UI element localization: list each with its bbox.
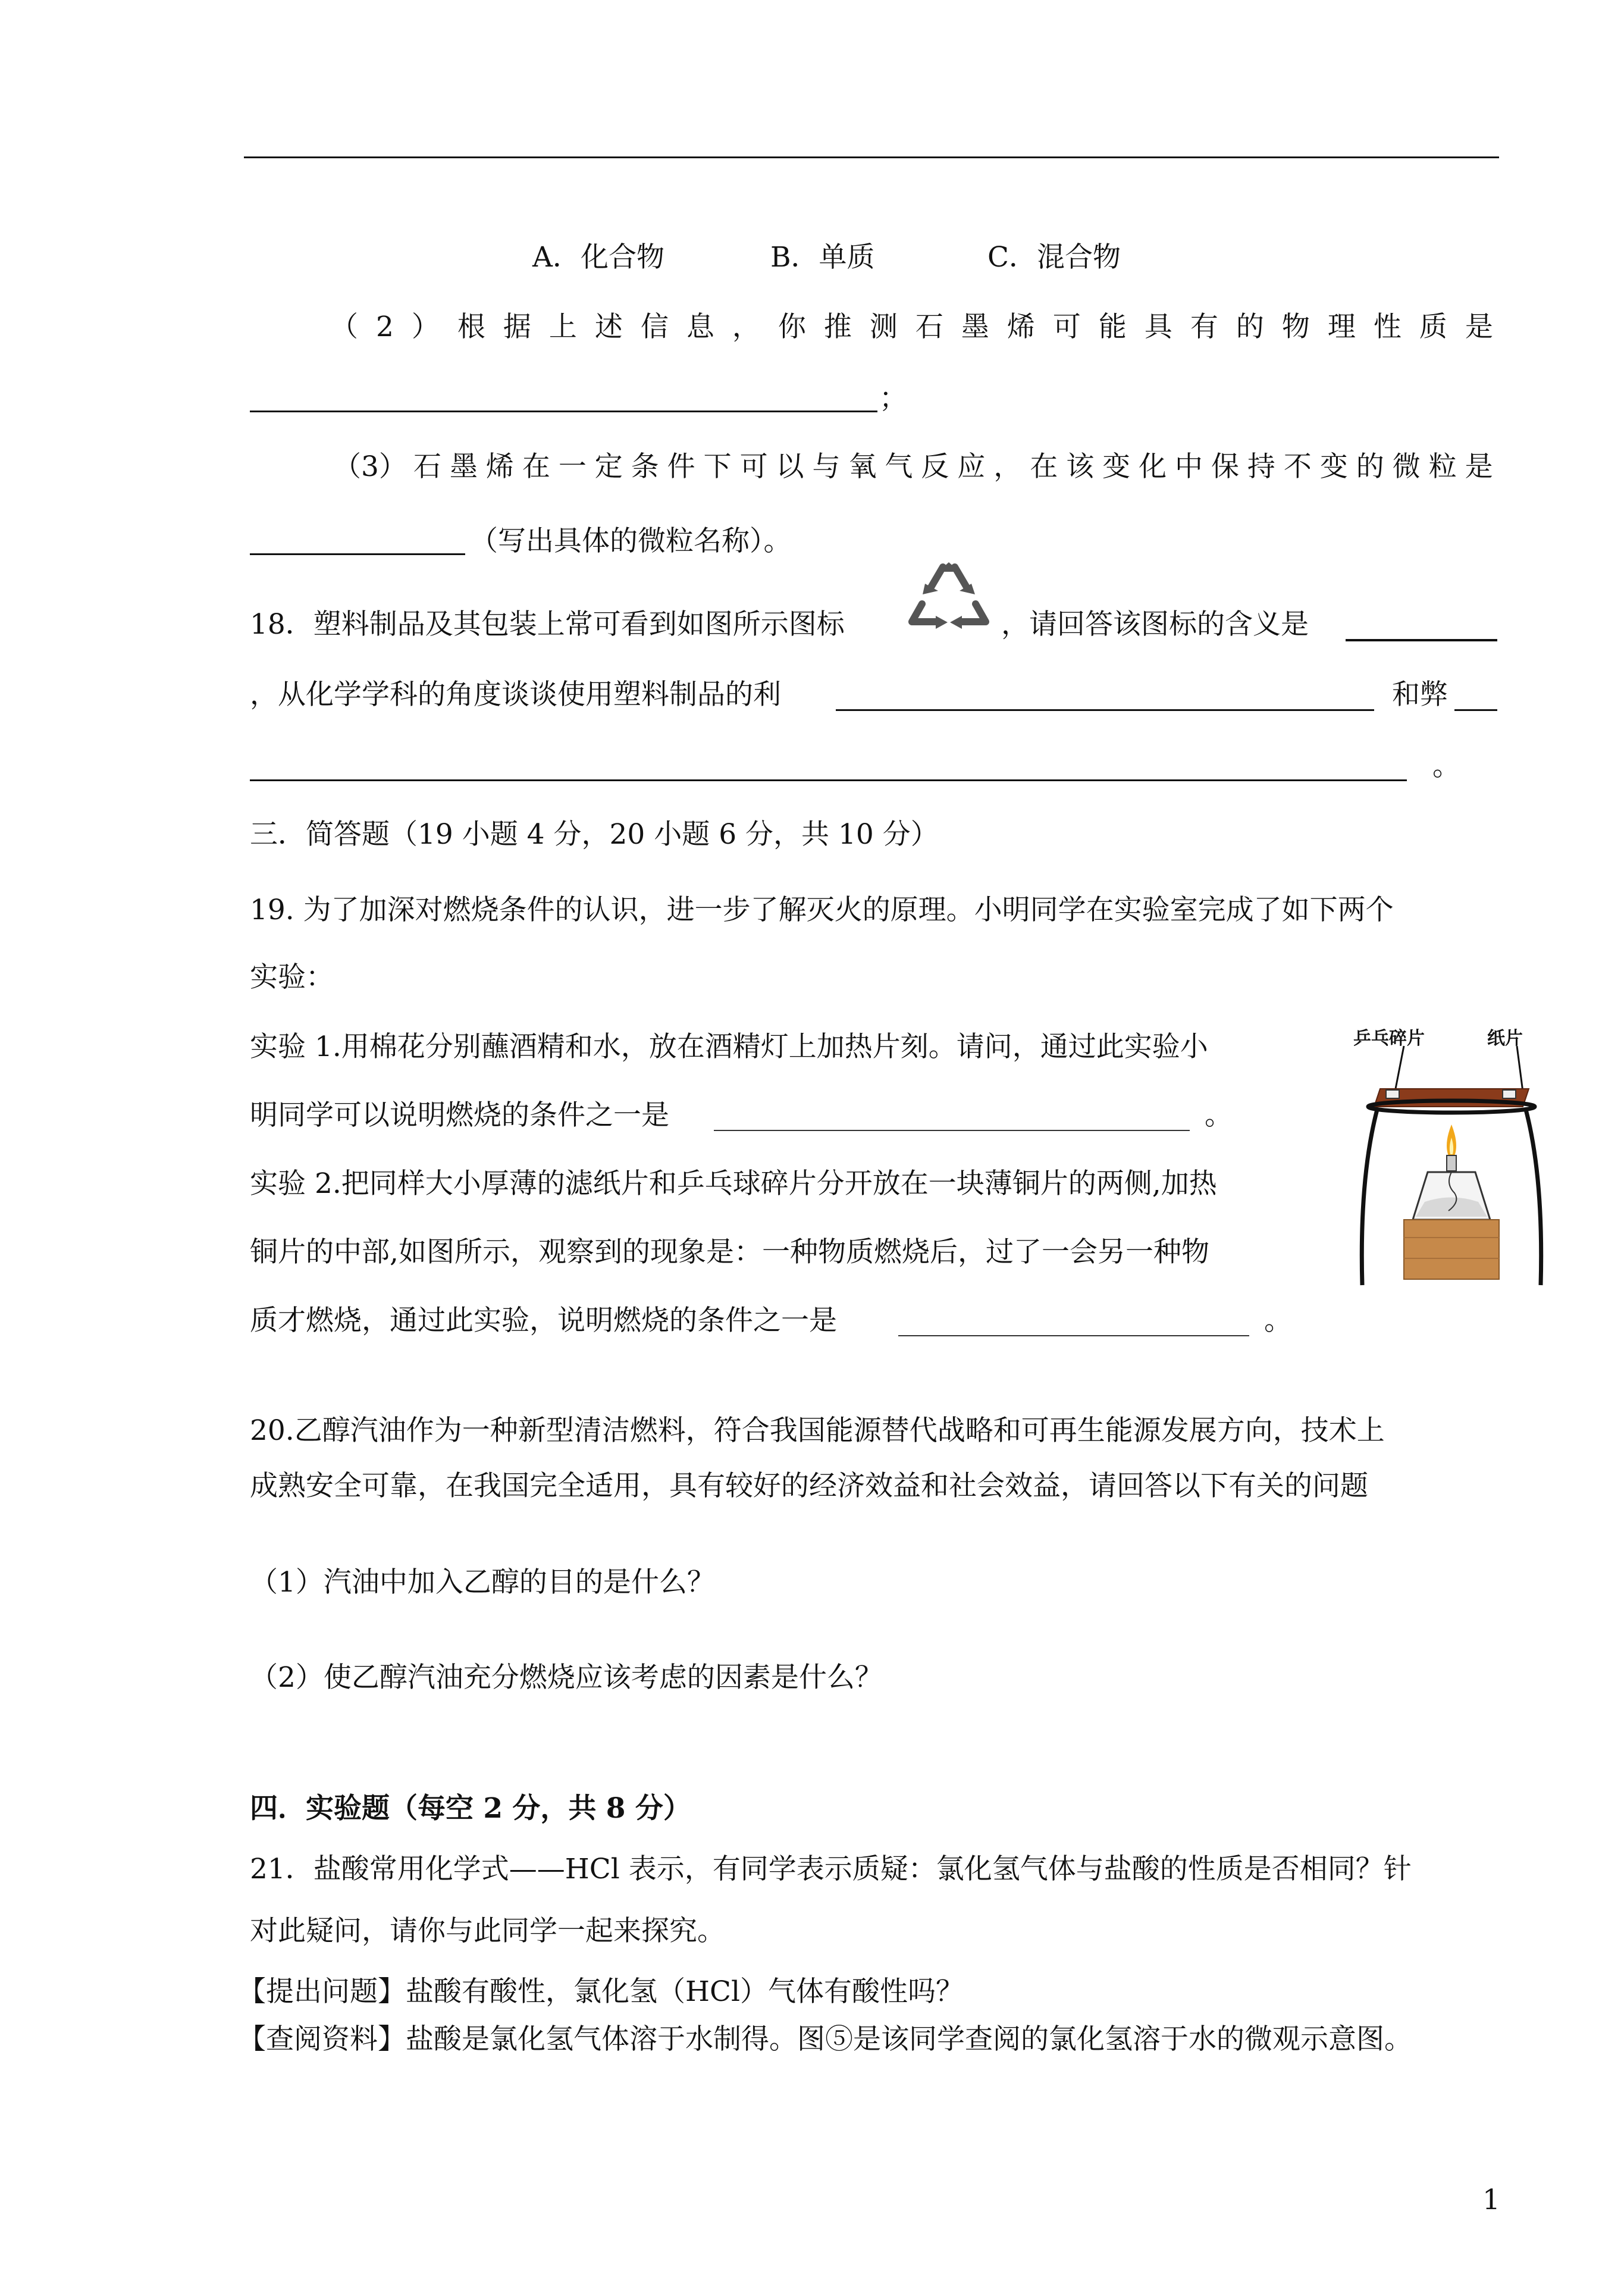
- char: 微: [1392, 450, 1421, 483]
- char: 你: [777, 311, 806, 343]
- char: 粒: [1428, 450, 1457, 483]
- q17-part3-prefix: （3）: [333, 450, 407, 483]
- char: 化: [1139, 450, 1167, 483]
- q21-line3: 【提出问题】盐酸有酸性，氯化氢（HCl）气体有酸性吗？: [238, 1975, 964, 2008]
- char: 中: [1175, 450, 1203, 483]
- answer-blank-q17-3[interactable]: [250, 553, 465, 555]
- answer-blank-q19-2[interactable]: [898, 1335, 1249, 1336]
- answer-blank-q18-harm[interactable]: [1454, 709, 1497, 711]
- char: 的: [1236, 311, 1264, 343]
- q19-line1: 19. 为了加深对燃烧条件的认识，进一步了解灭火的原理。小明同学在实验室完成了如下两个: [250, 894, 1394, 926]
- section-4-title: 四．实验题（每空 2 分，共 8 分）: [250, 1792, 691, 1825]
- char: 该: [1066, 450, 1095, 483]
- q21-line1: 21．盐酸常用化学式——HCl 表示，有同学表示质疑：氯化氢气体与盐酸的性质是否相同？针: [250, 1853, 1412, 1885]
- char: 上: [548, 311, 577, 343]
- char: 2: [376, 311, 394, 343]
- char: 能: [1098, 311, 1127, 343]
- semicolon: ；: [879, 382, 907, 415]
- q18-line1-post: ，请回答该图标的含义是: [1001, 608, 1309, 641]
- char: 变: [1102, 450, 1131, 483]
- char: 氧: [848, 450, 877, 483]
- char: 持: [1247, 450, 1275, 483]
- char: 在: [522, 450, 550, 483]
- char: ，: [993, 450, 1022, 483]
- answer-blank-q18-meaning[interactable]: [1346, 639, 1497, 641]
- char: 件: [667, 450, 695, 483]
- char: 信: [640, 311, 669, 343]
- char: 推: [823, 311, 852, 343]
- q20-line1: 20.乙醇汽油作为一种新型清洁燃料，符合我国能源替代战略和可再生能源发展方向，技术上: [250, 1414, 1385, 1447]
- char: 保: [1211, 450, 1239, 483]
- char: 在: [1030, 450, 1058, 483]
- char: 烯: [485, 450, 514, 483]
- q17-part3-note: （写出具体的微粒名称）。: [470, 525, 792, 557]
- option-c: C．混合物: [987, 241, 1121, 274]
- q18-line2-pre: ，从化学学科的角度谈谈使用塑料制品的利: [250, 678, 781, 711]
- char: 可: [1052, 311, 1081, 343]
- char: 测: [869, 311, 898, 343]
- q17-part3-line: [413, 449, 1493, 485]
- char: 根: [457, 311, 485, 343]
- q18-line1-pre: 18．塑料制品及其包装上常可看到如图所示图标: [250, 608, 845, 641]
- q19-exp1-b: 明同学可以说明燃烧的条件之一是: [250, 1099, 669, 1132]
- char: 述: [594, 311, 623, 343]
- char: 石: [915, 311, 943, 343]
- char: ，: [732, 311, 760, 343]
- char: 物: [1281, 311, 1310, 343]
- answer-blank-q17-2[interactable]: [250, 411, 877, 412]
- char: 应: [957, 450, 986, 483]
- figure-label-pingpong: 乒乓碎片: [1353, 1028, 1425, 1049]
- char: 理: [1327, 311, 1356, 343]
- q19-exp1-a: 实验 1.用棉花分别蘸酒精和水，放在酒精灯上加热片刻。请问，通过此实验小: [250, 1030, 1208, 1063]
- q20-line2: 成熟安全可靠，在我国完全适用，具有较好的经济效益和社会效益，请回答以下有关的问题: [250, 1470, 1368, 1502]
- q19-exp1-end: 。: [1205, 1099, 1233, 1132]
- char: 与: [812, 450, 841, 483]
- option-b: B．单质: [770, 241, 875, 274]
- char: 具: [1144, 311, 1172, 343]
- q20-sub2: （2）使乙醇汽油充分燃烧应该考虑的因素是什么？: [250, 1661, 883, 1694]
- char: 烯: [1007, 311, 1035, 343]
- char: 是: [1465, 450, 1493, 483]
- char: 是: [1465, 311, 1493, 343]
- char: 条: [631, 450, 659, 483]
- q19-exp2-a: 实验 2.把同样大小厚薄的滤纸片和乒乓球碎片分开放在一块薄铜片的两侧,加热: [250, 1167, 1217, 1200]
- q19-line2: 实验：: [250, 961, 334, 994]
- char: 一: [558, 450, 587, 483]
- q19-exp2-end: 。: [1264, 1304, 1292, 1337]
- q21-line2: 对此疑问，请你与此同学一起来探究。: [250, 1915, 725, 1947]
- char: 石: [413, 450, 441, 483]
- char: 质: [1419, 311, 1447, 343]
- char: 性: [1373, 311, 1402, 343]
- char: （: [330, 311, 358, 343]
- char: 墨: [449, 450, 478, 483]
- char: 的: [1356, 450, 1384, 483]
- char: 息: [686, 311, 714, 343]
- q19-exp2-c: 质才燃烧，通过此实验，说明燃烧的条件之一是: [250, 1304, 837, 1337]
- q20-sub1: （1）汽油中加入乙醇的目的是什么？: [250, 1566, 715, 1599]
- answer-blank-q19-1[interactable]: [714, 1130, 1190, 1131]
- header-rule: [244, 156, 1499, 158]
- char: 以: [776, 450, 804, 483]
- option-a: A．化合物: [532, 241, 664, 274]
- q19-exp2-b: 铜片的中部,如图所示，观察到的现象是：一种物质燃烧后，过了一会另一种物: [250, 1236, 1209, 1268]
- char: 据: [503, 311, 531, 343]
- period: 。: [1432, 750, 1460, 782]
- answer-blank-q18-harm-cont[interactable]: [250, 779, 1407, 781]
- q18-line2-mid: 和弊: [1392, 678, 1448, 711]
- char: 变: [1319, 450, 1348, 483]
- recycle-icon: [901, 556, 996, 640]
- char: 有: [1190, 311, 1218, 343]
- char: 不: [1283, 450, 1312, 483]
- answer-blank-q18-benefit[interactable]: [836, 709, 1374, 711]
- char: 反: [921, 450, 949, 483]
- figure-label-paper: 纸片: [1487, 1028, 1523, 1049]
- char: 墨: [961, 311, 989, 343]
- q17-part2-line: [330, 309, 1493, 345]
- burning-experiment-figure: [1344, 1023, 1570, 1297]
- char: 可: [739, 450, 768, 483]
- q21-line4: 【查阅资料】盐酸是氯化氢气体溶于水制得。图⑤是该同学查阅的氯化氢溶于水的微观示意图。: [238, 2023, 1412, 2056]
- char: 定: [594, 450, 623, 483]
- char: ）: [411, 311, 440, 343]
- char: 气: [885, 450, 913, 483]
- section-3-title: 三．简答题（19 小题 4 分，20 小题 6 分，共 10 分）: [250, 818, 939, 851]
- char: 下: [703, 450, 732, 483]
- page-number: 1: [1482, 2184, 1500, 2216]
